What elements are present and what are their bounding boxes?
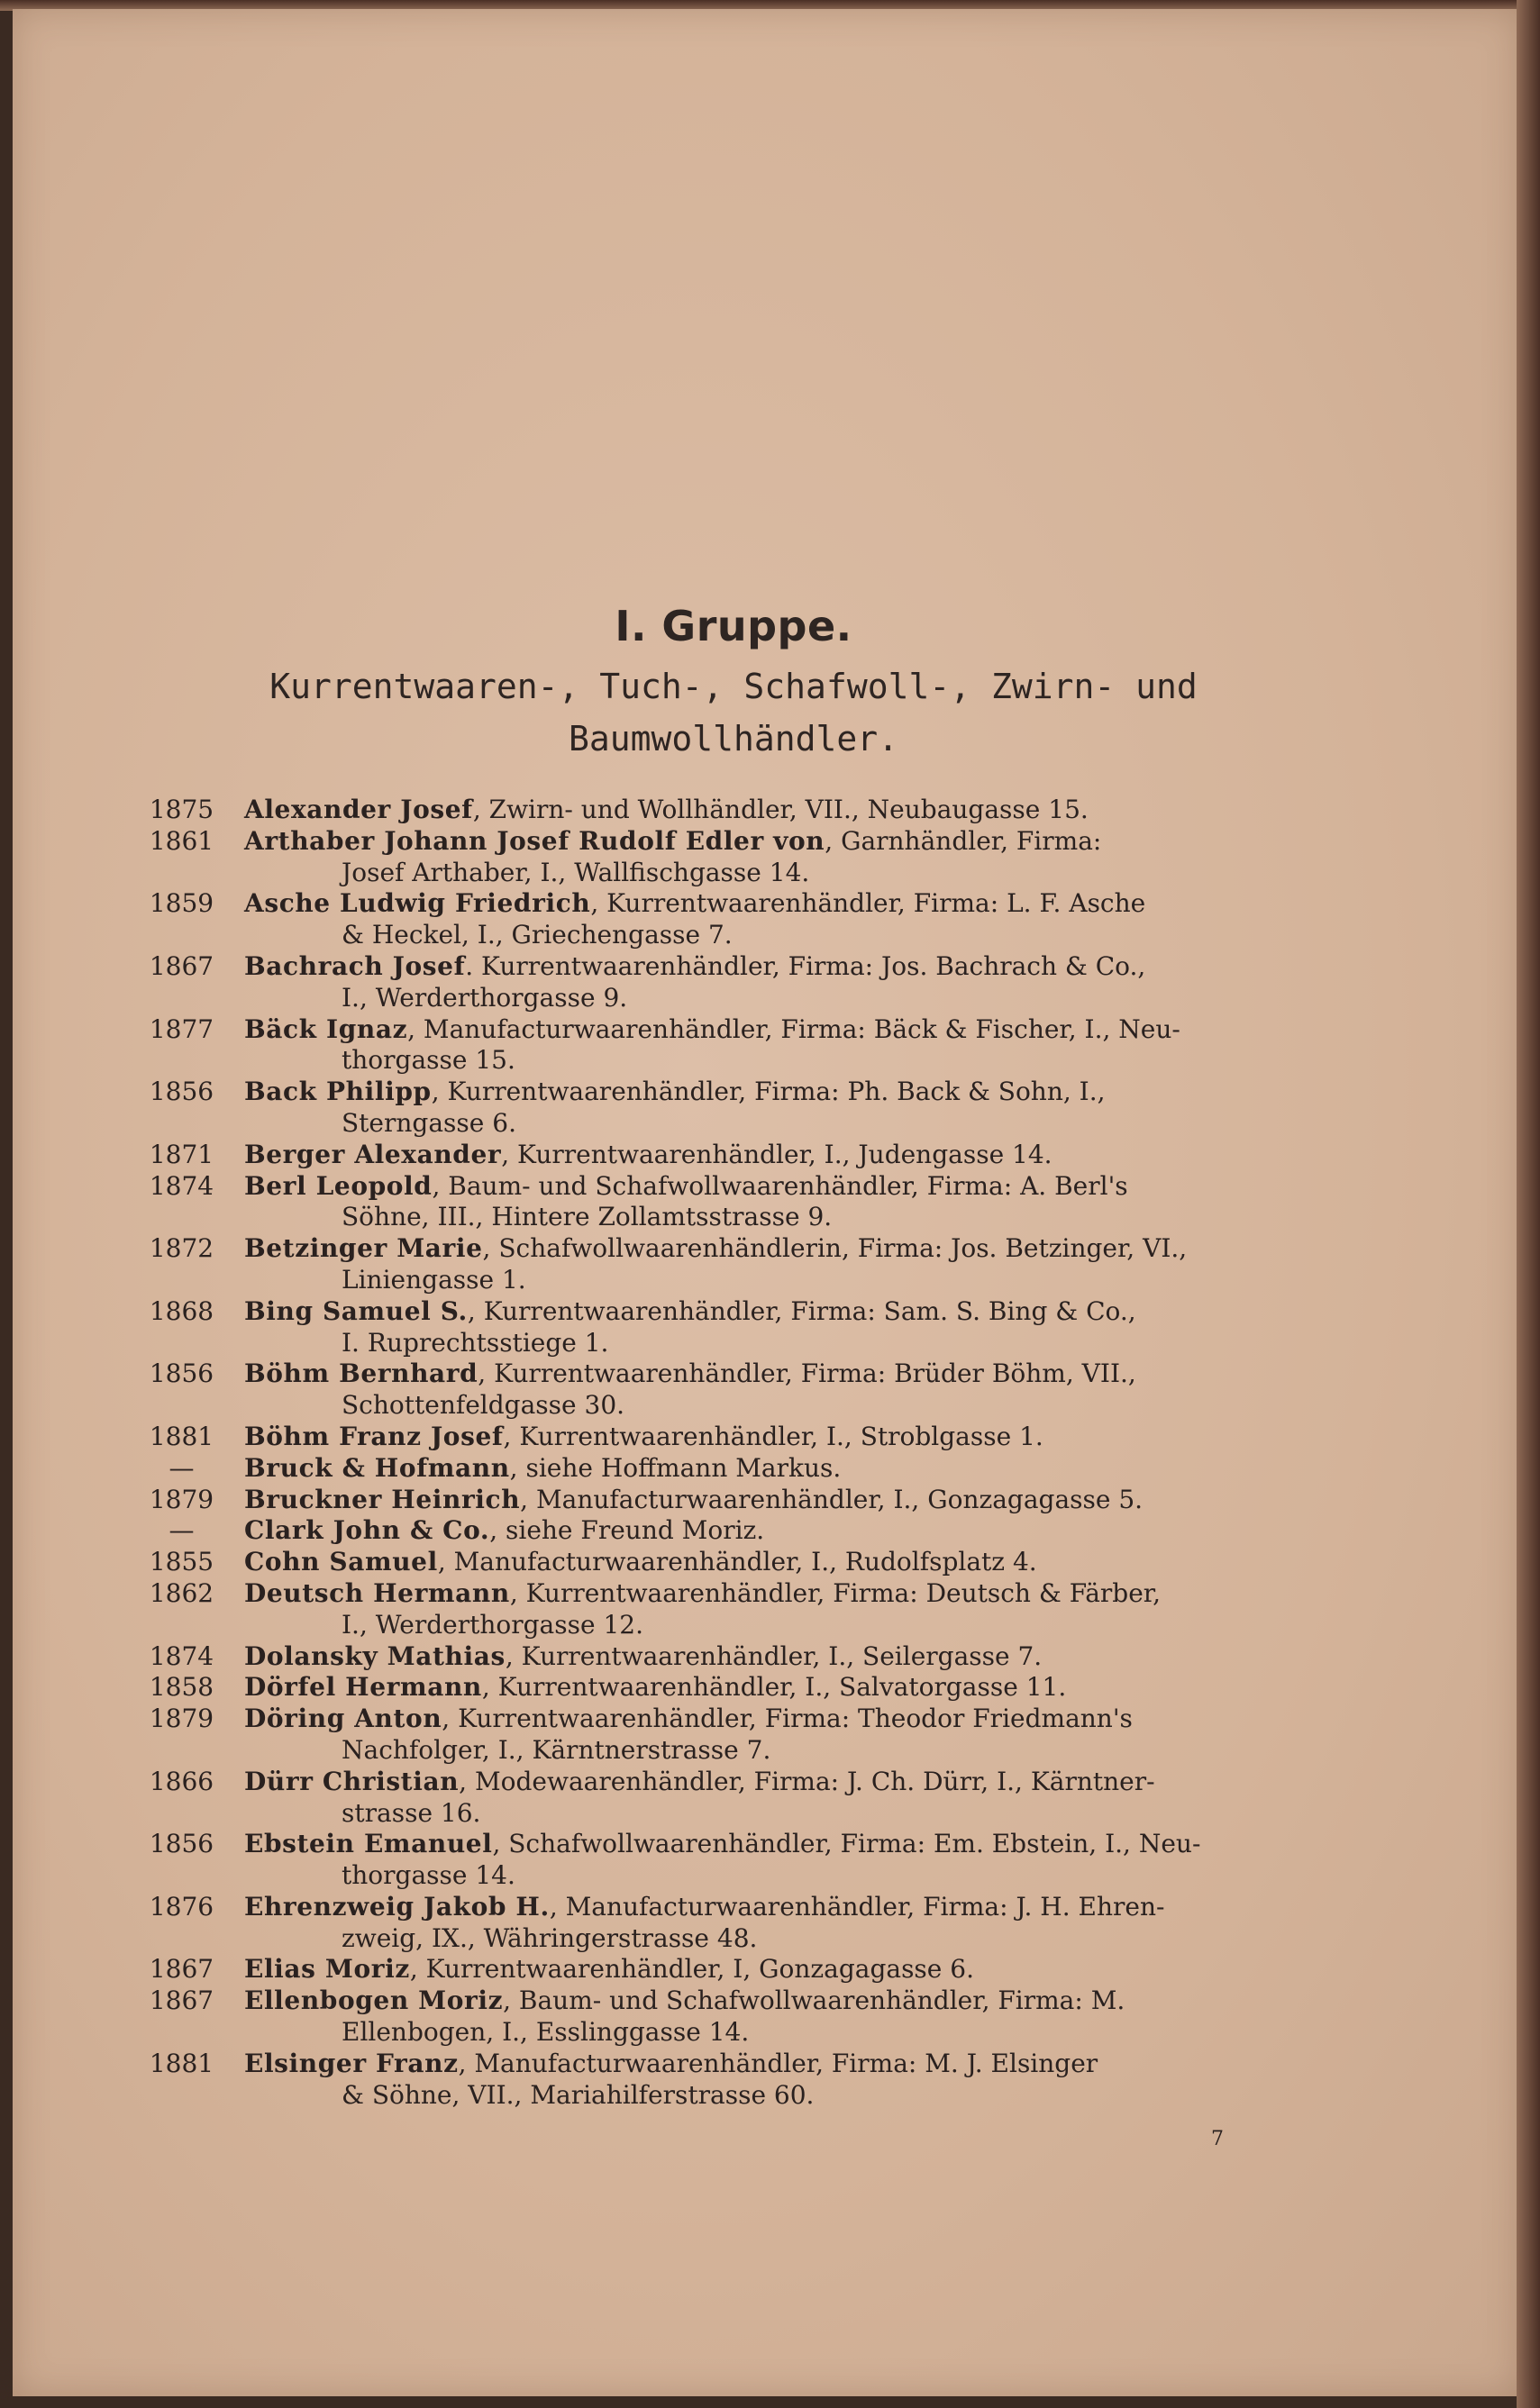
entry-year: 1876 [149, 1891, 214, 1922]
entry-details: , Schafwollwaarenhändler, Firma: Em. Ebstein, I., Neu- [492, 1829, 1201, 1859]
entry-first-line [244, 1954, 1328, 1985]
entry-name: Betzinger Marie [244, 1233, 483, 1264]
directory-entry [139, 1171, 1328, 1234]
entry-details: , Kurrentwaarenhändler, Firma: Sam. S. Bing & Co., [467, 1295, 1136, 1326]
entry-first-line [244, 1578, 1328, 1610]
entry-year: 1867 [149, 1985, 214, 2016]
entry-continuation: thorgasse 14. [342, 1860, 515, 1891]
directory-entry [139, 1892, 1328, 1955]
directory-entry [139, 1767, 1328, 1830]
entry-year: 1858 [149, 1672, 214, 1703]
entry-continuation: Söhne, III., Hintere Zollamtsstrasse 9. [342, 1202, 833, 1232]
entry-continuation: Liniengasse 1. [342, 1264, 526, 1295]
entry-name: Bäck Ignaz [244, 1013, 408, 1044]
directory-entry [139, 1547, 1328, 1578]
entry-details: , Schafwollwaarenhändlerin, Firma: Jos. Betzinger, VI., [482, 1233, 1188, 1264]
entry-name: Bing Samuel S. [244, 1295, 468, 1326]
entry-first-line [244, 1140, 1328, 1171]
directory-entry [139, 1641, 1328, 1673]
directory-entry [139, 795, 1328, 826]
entry-first-line [244, 795, 1328, 826]
entry-details: , Kurrentwaarenhändler, Firma: L. F. Asche [590, 888, 1146, 919]
entry-continuation: Josef Arthaber, I., Wallfischgasse 14. [342, 857, 810, 887]
entry-details: , Manufacturwaarenhändler, I., Gonzagagasse 5. [520, 1484, 1144, 1514]
entry-name: Ehrenzweig Jakob H. [244, 1891, 550, 1922]
entry-continuation: Nachfolger, I., Kärntnerstrasse 7. [342, 1734, 771, 1765]
entry-name: Arthaber Johann Josef Rudolf Edler von [244, 825, 825, 856]
entry-first-line [244, 888, 1328, 920]
entry-first-line [244, 1358, 1328, 1390]
entry-name: Bachrach Josef [244, 950, 466, 981]
entry-first-line [244, 1296, 1328, 1328]
entry-first-line [244, 951, 1328, 983]
entry-year: — [169, 1515, 195, 1546]
entry-continuation: I. Ruprechtsstiege 1. [342, 1327, 609, 1358]
entry-first-line [244, 1515, 1328, 1547]
book-page [13, 9, 1519, 2396]
entry-name: Bruck & Hofmann [244, 1452, 510, 1483]
entry-details: , Baum- und Schafwollwaarenhändler, Firma: M. [503, 1985, 1125, 2016]
entry-year: 1867 [149, 1954, 214, 1985]
entry-first-line [244, 1485, 1328, 1516]
entry-first-line [244, 1704, 1328, 1735]
entry-details: , Kurrentwaarenhändler, Firma: Theodor Friedmann's [442, 1704, 1133, 1734]
entry-year: 1874 [149, 1640, 214, 1671]
entry-name: Alexander Josef [244, 795, 473, 824]
page-number: 7 [1211, 2128, 1224, 2150]
directory-entry [139, 1233, 1328, 1296]
entry-details: , Kurrentwaarenhändler, I., Salvatorgasse 11. [481, 1672, 1067, 1703]
entry-year: 1877 [149, 1013, 214, 1044]
directory-entry [139, 1578, 1328, 1641]
entry-year: 1866 [149, 1766, 214, 1796]
directory-entry [139, 1077, 1328, 1140]
directory-entry [139, 1422, 1328, 1453]
entry-year: 1872 [149, 1233, 214, 1264]
entry-details: , Kurrentwaarenhändler, Firma: Deutsch & Färber, [509, 1577, 1162, 1608]
directory-entry [139, 1829, 1328, 1892]
entry-name: Ebstein Emanuel [244, 1829, 493, 1859]
directory-entry [139, 1358, 1328, 1422]
entry-name: Cohn Samuel [244, 1547, 438, 1577]
entry-name: Asche Ludwig Friedrich [244, 888, 591, 919]
entry-continuation: Schottenfeldgasse 30. [342, 1390, 625, 1421]
entry-name: Elsinger Franz [244, 2048, 459, 2078]
entry-details: , Kurrentwaarenhändler, I., Seilergasse 7. [505, 1640, 1043, 1671]
entry-first-line [244, 2049, 1328, 2080]
entry-name: Dörfel Hermann [244, 1672, 482, 1703]
entry-details: , Manufacturwaarenhändler, Firma: M. J. Elsinger [458, 2048, 1098, 2078]
entry-name: Back Philipp [244, 1077, 432, 1107]
entry-name: Elias Moriz [244, 1954, 410, 1985]
directory-entry [139, 951, 1328, 1014]
group-subtitle-line-1: Kurrentwaaren-, Tuch-, Schafwoll-, Zwirn- und [269, 667, 1198, 706]
entry-continuation: zweig, IX., Währingerstrasse 48. [342, 1922, 758, 1953]
directory-entry [139, 1296, 1328, 1359]
entry-year: 1875 [149, 795, 214, 824]
entry-details: , Zwirn- und Wollhändler, VII., Neubaugasse 15. [472, 795, 1089, 824]
entry-name: Ellenbogen Moriz [244, 1985, 504, 2016]
entry-name: Berger Alexander [244, 1139, 502, 1169]
directory-entries [139, 795, 1328, 2111]
entry-details: , Baum- und Schafwollwaarenhändler, Firma: A. Berl's [432, 1170, 1128, 1201]
entry-continuation: Ellenbogen, I., Esslinggasse 14. [342, 2017, 750, 2048]
entry-year: 1867 [149, 950, 214, 981]
entry-name: Dürr Christian [244, 1766, 460, 1796]
entry-first-line [244, 1422, 1328, 1453]
entry-details: , Kurrentwaarenhändler, I., Judengasse 14. [501, 1139, 1052, 1169]
entry-continuation: I., Werderthorgasse 9. [342, 982, 628, 1013]
entry-year: 1874 [149, 1170, 214, 1201]
directory-entry [139, 888, 1328, 951]
entry-details: . Kurrentwaarenhändler, Firma: Jos. Bachrach & Co., [465, 950, 1146, 981]
entry-first-line [244, 826, 1328, 858]
entry-year: 1859 [149, 888, 214, 919]
entry-continuation: strasse 16. [342, 1797, 481, 1828]
entry-details: , Manufacturwaarenhändler, Firma: Bäck & Fischer, I., Neu- [407, 1013, 1180, 1044]
entry-details: , siehe Hoffmann Markus. [509, 1452, 842, 1483]
entry-details: , Kurrentwaarenhändler, I, Gonzagagasse 6. [409, 1954, 974, 1985]
entry-name: Berl Leopold [244, 1170, 433, 1201]
entry-continuation: & Heckel, I., Griechengasse 7. [342, 920, 733, 950]
entry-year: 1856 [149, 1829, 214, 1859]
entry-details: , Kurrentwaarenhändler, I., Stroblgasse 1. [503, 1421, 1043, 1451]
entry-first-line [244, 1233, 1328, 1265]
entry-year: 1856 [149, 1358, 214, 1389]
entry-name: Dolansky Mathias [244, 1640, 506, 1671]
entry-details: , Manufacturwaarenhändler, Firma: J. H. Ehren- [549, 1891, 1165, 1922]
entry-year: — [169, 1452, 195, 1483]
directory-entry [139, 2049, 1328, 2112]
directory-entry [139, 1954, 1328, 1985]
entry-details: , siehe Freund Moriz. [489, 1515, 765, 1546]
group-subtitle-line-2: Baumwollhändler. [568, 719, 899, 759]
directory-entry [139, 826, 1328, 889]
directory-entry [139, 1014, 1328, 1077]
directory-entry [139, 1672, 1328, 1704]
entry-name: Böhm Bernhard [244, 1358, 478, 1389]
entry-first-line [244, 1985, 1328, 2017]
entry-year: 1856 [149, 1077, 214, 1107]
entry-year: 1862 [149, 1577, 214, 1608]
entry-continuation: thorgasse 15. [342, 1045, 515, 1076]
entry-year: 1871 [149, 1139, 214, 1169]
entry-details: , Modewaarenhändler, Firma: J. Ch. Dürr, I., Kärntner- [459, 1766, 1155, 1796]
entry-name: Deutsch Hermann [244, 1577, 510, 1608]
entry-details: , Kurrentwaarenhändler, Firma: Ph. Back & Sohn, I., [431, 1077, 1106, 1107]
entry-first-line [244, 1829, 1328, 1860]
entry-first-line [244, 1767, 1328, 1798]
entry-first-line [244, 1672, 1328, 1704]
entry-continuation: & Söhne, VII., Mariahilferstrasse 60. [342, 2079, 815, 2110]
entry-name: Clark John & Co. [244, 1515, 490, 1546]
directory-entry [139, 1704, 1328, 1767]
entry-year: 1855 [149, 1547, 214, 1577]
entry-name: Bruckner Heinrich [244, 1484, 521, 1514]
entry-continuation: I., Werderthorgasse 12. [342, 1609, 643, 1640]
directory-entry [139, 1515, 1328, 1547]
entry-year: 1861 [149, 825, 214, 856]
directory-entry [139, 1985, 1328, 2049]
entry-first-line [244, 1453, 1328, 1485]
entry-year: 1881 [149, 1421, 214, 1451]
group-title: I. Gruppe. [615, 602, 852, 650]
entry-name: Döring Anton [244, 1704, 442, 1734]
entry-year: 1879 [149, 1484, 214, 1514]
entry-year: 1879 [149, 1704, 214, 1734]
entry-first-line [244, 1641, 1328, 1673]
book-page-edge [1517, 0, 1540, 2408]
entry-name: Böhm Franz Josef [244, 1421, 504, 1451]
directory-entry [139, 1485, 1328, 1516]
entry-continuation: Sterngasse 6. [342, 1107, 516, 1138]
entry-year: 1868 [149, 1295, 214, 1326]
entry-first-line [244, 1014, 1328, 1046]
entry-details: , Manufacturwaarenhändler, I., Rudolfsplatz 4. [437, 1547, 1037, 1577]
entry-first-line [244, 1547, 1328, 1578]
entry-first-line [244, 1892, 1328, 1923]
entry-first-line [244, 1171, 1328, 1203]
entry-year: 1881 [149, 2048, 214, 2078]
directory-entry [139, 1140, 1328, 1171]
entry-details: , Garnhändler, Firma: [825, 825, 1102, 856]
entry-first-line [244, 1077, 1328, 1108]
entry-details: , Kurrentwaarenhändler, Firma: Brüder Böhm, VII., [478, 1358, 1136, 1389]
directory-entry [139, 1453, 1328, 1485]
